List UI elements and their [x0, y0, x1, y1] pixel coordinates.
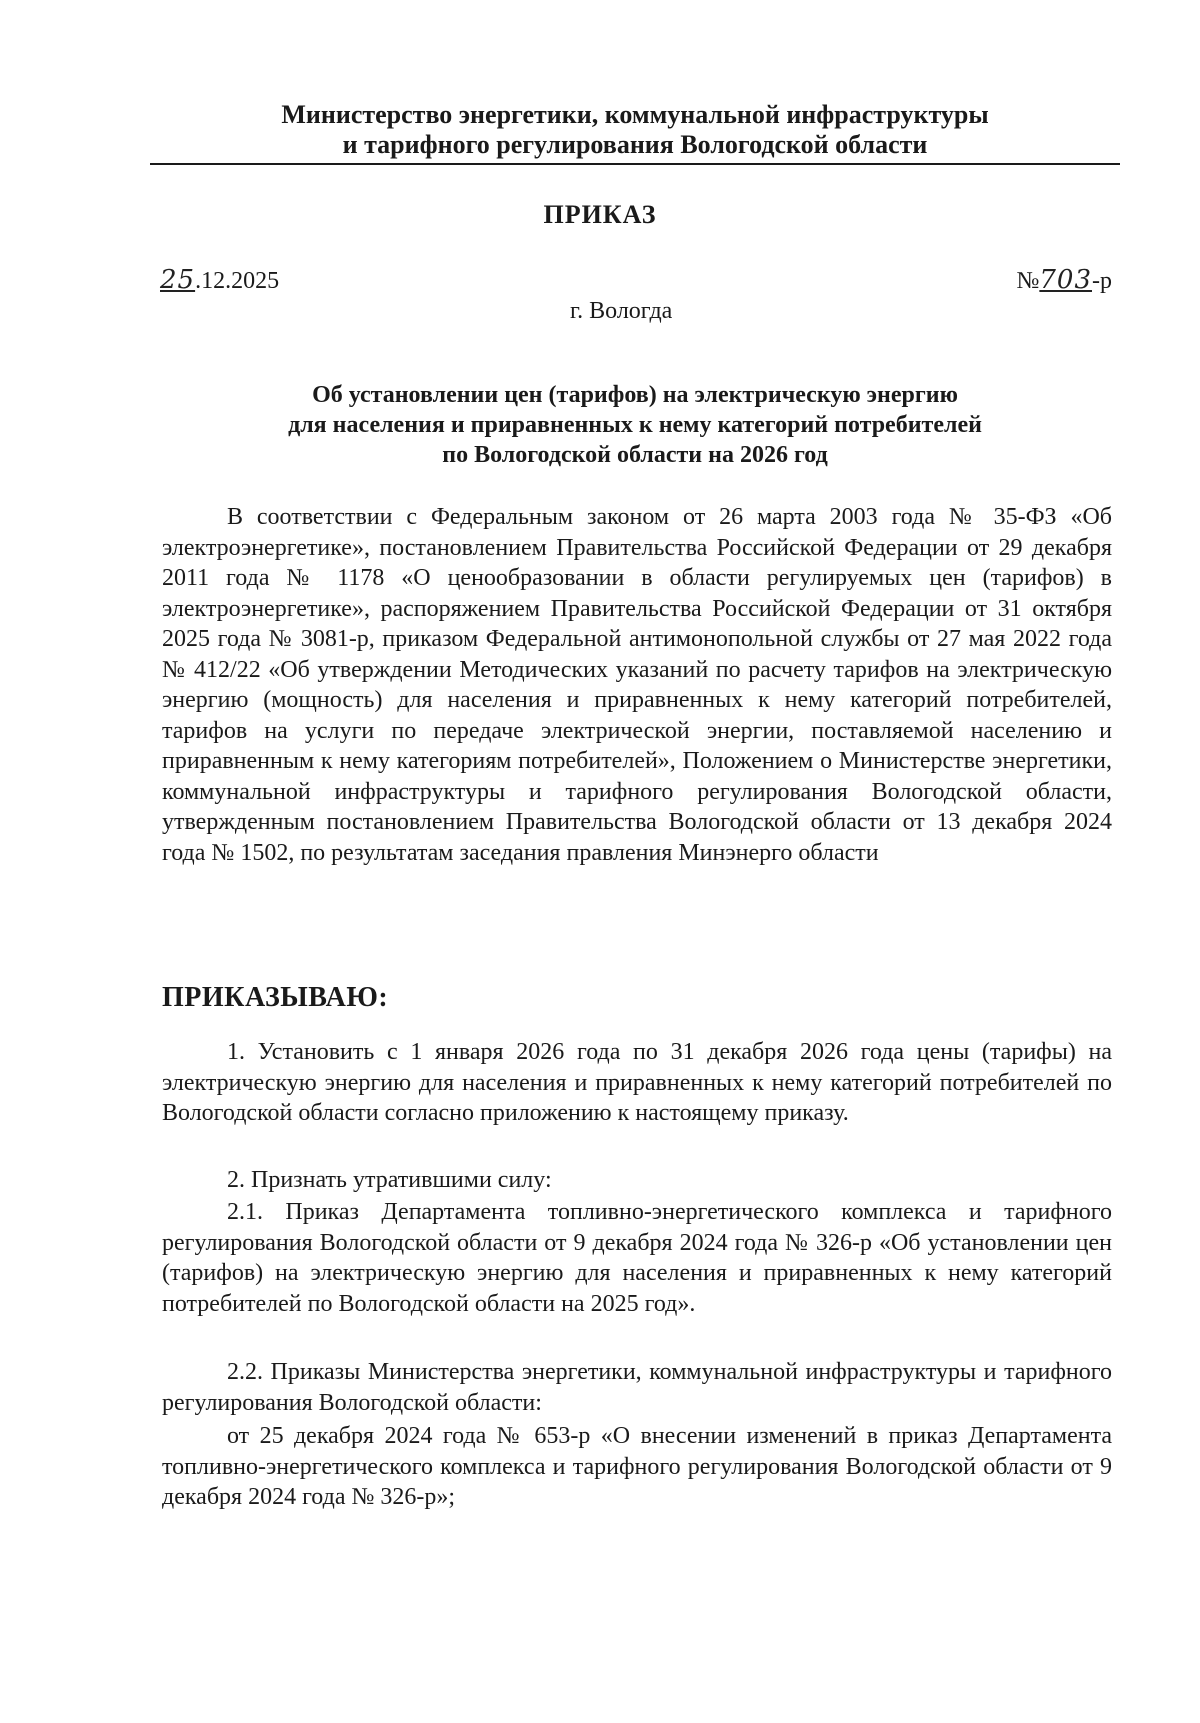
ministry-line-2: и тарифного регулирования Вологодской области [342, 130, 928, 159]
intro-paragraph: В соответствии с Федеральным законом от 26 марта 2003 года № 35-ФЗ «Об электроэнергетике», постановлением Правительства Российской Федерации от 29 декабря 2011 года № 1178 «О ценообразовании в области регулируемых цен (тарифов) в электроэнергетике», распоряжением Правительства Российской Федерации от 31 октября 2025 года № 3081-р, приказом Федеральной антимонопольной службы от 27 мая 2022 года № 412/22 «Об утверждении Методических указаний по расчету тарифов на электрическую энергию (мощность) для населения и приравненных к нему категорий потребителей, тарифов на услуги по передаче электрической энергии, поставляемой населению и приравненным к нему категориям потребителей», Положением о Министерстве энергетики, коммунальной инфраструктуры и тарифного регулирования Вологодской области, утвержденным постановлением Правительства Вологодской области от 13 декабря 2024 года № 1502, по результатам заседания правления Минэнерго области [162, 504, 1112, 866]
date-rest: .12.2025 [195, 268, 280, 294]
order-date [160, 265, 279, 295]
city: г. Вологда [570, 298, 673, 324]
title-line-3: по Вологодской области на 2026 год [442, 442, 828, 468]
order-number [1016, 265, 1112, 295]
order-title [200, 380, 1070, 470]
handwritten-day: 25 [160, 265, 196, 295]
title-line-2: для населения и приравненных к нему категорий потребителей [288, 412, 982, 438]
title-line-1: Об установлении цен (тарифов) на электрическую энергию [312, 382, 958, 408]
order-word: ПРИКАЗЫВАЮ: [162, 982, 389, 1013]
doc-type: ПРИКАЗ [543, 200, 657, 229]
ministry-header [150, 100, 1120, 160]
item-1: 1. Установить с 1 января 2026 года по 31 декабря 2026 года цены (тарифы) на электрическую энергию для населения и приравненных к нему категорий потребителей по Вологодской области согласно приложению к настоящему приказу. [162, 1039, 1112, 1126]
number-suffix: -р [1092, 268, 1112, 294]
item-2: 2. Признать утратившими силу: [227, 1167, 552, 1193]
item-2-2-entry: от 25 декабря 2024 года № 653-р «О внесении изменений в приказ Департамента топливно-энергетического комплекса и тарифного регулирования Вологодской области от 9 декабря 2024 года № 326-р»; [162, 1423, 1112, 1510]
ministry-line-1: Министерство энергетики, коммунальной инфраструктуры [281, 100, 989, 129]
number-prefix: № [1016, 268, 1040, 294]
handwritten-number: 703 [1039, 265, 1092, 295]
item-2-2: 2.2. Приказы Министерства энергетики, коммунальной инфраструктуры и тарифного регулирования Вологодской области: [162, 1359, 1112, 1416]
item-2-1: 2.1. Приказ Департамента топливно-энергетического комплекса и тарифного регулирования Вологодской области от 9 декабря 2024 года № 326-р «Об установлении цен (тарифов) на электрическую энергию для населения и приравненных к нему категорий потребителей по Вологодской области на 2025 год». [162, 1199, 1112, 1317]
header-rule [150, 163, 1120, 165]
